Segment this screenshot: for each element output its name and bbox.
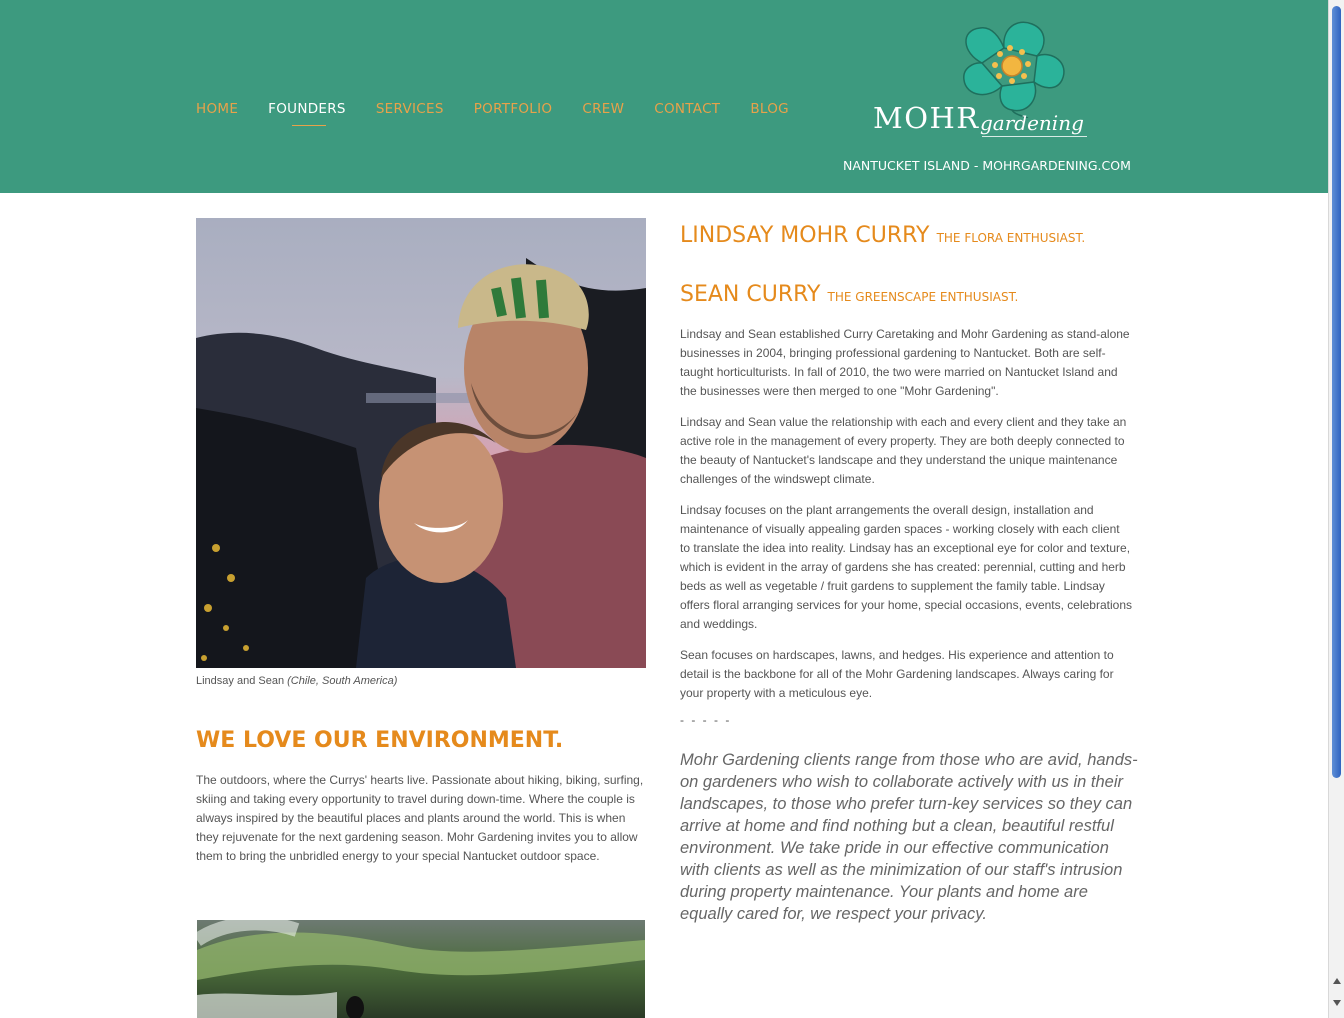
- founder-sean-name: SEAN CURRY: [680, 282, 821, 307]
- logo-mohr-text: MOHR: [873, 101, 980, 135]
- logo-underline: [982, 136, 1087, 137]
- nav-blog[interactable]: BLOG: [750, 101, 789, 117]
- site-logo[interactable]: [842, 18, 1142, 178]
- nav-crew[interactable]: CREW: [582, 101, 625, 117]
- logo-gardening-text: gardening: [980, 111, 1084, 135]
- nav-portfolio[interactable]: PORTFOLIO: [473, 101, 553, 117]
- page-scrollbar[interactable]: [1328, 0, 1344, 1018]
- caption-location: (Chile, South America): [287, 675, 398, 687]
- scroll-arrows-icon[interactable]: [1331, 970, 1343, 1016]
- section-divider: - - - - -: [680, 713, 732, 727]
- surf-photo: [197, 920, 645, 1018]
- bio-paragraph-sean: Sean focuses on hardscapes, lawns, and hedges. His experience and attention to detail is the backbone for all of the Mohr Gardening landscapes. Always caring for your property with a meticulous eye.: [680, 648, 1114, 700]
- logo-tagline: NANTUCKET ISLAND - MOHRGARDENING.COM: [843, 158, 1131, 173]
- photo-caption: [196, 675, 397, 687]
- bio-paragraph-lindsay: Lindsay focuses on the plant arrangements the overall design, installation and maintenance of visually appealing garden spaces - working closely with each client to translate the idea into reality. Lindsay has an exceptional eye for color and texture, which is evident in the array of gardens she has created: perennial, cutting and herb beds as well as vegetable / fruit gardens to supplement the family table. Lindsay offers floral arranging services for your home, special occasions, events, celebrations and weddings.: [680, 503, 1132, 631]
- environment-text: The outdoors, where the Currys' hearts live. Passionate about hiking, biking, surfing, skiing and taking every opportunity to travel during down-time. Where the couple is always inspired by the beautiful places and plants around the world. This is when they rejuvenate for the next gardening season. Mohr Gardening invites you to allow them to bring the unbridled energy to your special Nantucket outdoor space.: [196, 773, 644, 863]
- founder-sean-role: THE GREENSCAPE ENTHUSIAST.: [827, 290, 1019, 304]
- founder-lindsay-name: LINDSAY MOHR CURRY: [680, 223, 930, 248]
- founders-photo: [196, 218, 646, 668]
- bio-paragraph-values: Lindsay and Sean value the relationship with each and every client and they take an active role in the management of every property. They are both deeply connected to the beauty of Nantucket's landscape and they understand the unique maintenance challenges of the windswept climate.: [680, 415, 1127, 486]
- nav-contact[interactable]: CONTACT: [654, 101, 721, 117]
- site-header: [0, 0, 1328, 193]
- nav-services[interactable]: SERVICES: [375, 101, 444, 117]
- founder-lindsay-role: THE FLORA ENTHUSIAST.: [936, 231, 1086, 245]
- founder-lindsay-heading: [680, 223, 1085, 248]
- nav-home[interactable]: HOME: [196, 101, 239, 117]
- clients-quote: Mohr Gardening clients range from those who are avid, hands-on gardeners who wish to collaborate actively with us in their landscapes, to those who prefer turn-key services so they can arrive at home and find nothing but a clean, beautiful restful environment. We take pride in our effective communication with clients as well as the minimization of our staff's intrusion during property maintenance. Your plants and home are equally cared for, we respect your privacy.: [680, 751, 1138, 923]
- bio-paragraph-history: Lindsay and Sean established Curry Caretaking and Mohr Gardening as stand-alone businesses in 2004, bringing professional gardening to Nantucket. Both are self-taught horticulturists. In fall of 2010, the two were married on Nantucket Island and the businesses were then merged to one "Mohr Gardening".: [680, 327, 1130, 398]
- environment-heading: WE LOVE OUR ENVIRONMENT.: [196, 728, 564, 753]
- caption-names: Lindsay and Sean: [196, 675, 285, 687]
- scrollbar-thumb[interactable]: [1332, 6, 1341, 778]
- main-nav: [196, 101, 819, 117]
- surf-photo-illustration: [197, 920, 645, 1018]
- nav-founders[interactable]: FOUNDERS: [268, 101, 346, 117]
- founder-sean-heading: [680, 282, 1018, 307]
- founders-photo-illustration: [196, 218, 646, 668]
